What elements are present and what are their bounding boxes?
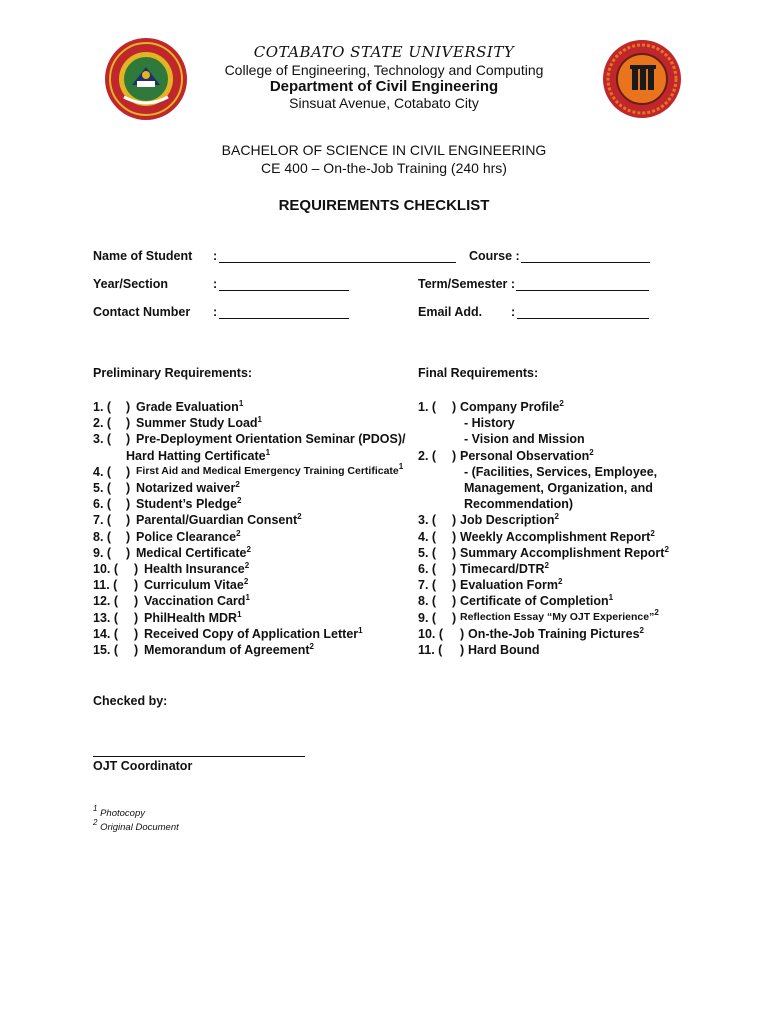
email-field[interactable] xyxy=(517,318,649,319)
requirement-text: Reflection Essay “My OJT Experience”$^2$ xyxy=(460,607,659,623)
footnote-mark: 2 xyxy=(297,512,302,522)
item-number: 6. ( xyxy=(418,562,437,576)
requirement-text: Received Copy of Application Letter$^1$ xyxy=(144,625,363,641)
footnote-mark: 1 xyxy=(608,593,614,603)
requirement-text: Hard Bound xyxy=(468,643,540,657)
footnote-mark: 1 xyxy=(398,461,404,471)
requirement-text: Certificate of Completion$^1$ xyxy=(460,593,614,609)
checkbox[interactable]: ) xyxy=(126,416,131,431)
item-number: 4. ( xyxy=(93,464,112,479)
requirement-text: Medical Certificate$^2$ xyxy=(136,544,251,560)
checkbox[interactable]: ) xyxy=(126,545,131,560)
footnote-mark: 2 xyxy=(639,625,644,635)
requirement-text: Management, Organization, and xyxy=(464,481,653,495)
footnote-mark: 2 xyxy=(544,561,549,570)
checkbox[interactable]: ) xyxy=(134,562,139,576)
requirement-text: Memorandum of Agreement$^2$ xyxy=(144,642,314,657)
requirement-text: Notarized waiver$^2$ xyxy=(136,480,240,495)
requirement-text: Summary Accomplishment Report$^2$ xyxy=(460,544,669,560)
checkbox[interactable]: ) xyxy=(452,513,457,528)
checkbox[interactable]: ) xyxy=(134,626,139,641)
footnote-mark: 2 xyxy=(589,447,594,457)
item-number: 11. ( xyxy=(418,643,443,657)
item-number: 2. ( xyxy=(93,416,112,431)
requirement-text: - Vision and Mission xyxy=(464,432,585,447)
item-number: 9. ( xyxy=(93,545,112,560)
page-title: REQUIREMENTS CHECKLIST xyxy=(278,197,490,214)
footnote-mark: 2 xyxy=(236,528,241,538)
item-number: 13. ( xyxy=(93,610,119,625)
checkbox[interactable]: ) xyxy=(452,545,457,560)
requirement-text: Summer Study Load$^1$ xyxy=(136,415,262,431)
checkbox[interactable]: ) xyxy=(452,448,457,463)
footnote-mark: 1 xyxy=(257,415,262,425)
email-colon: : xyxy=(511,305,516,319)
footnote-mark: 2 xyxy=(557,577,563,587)
requirement-text: - History xyxy=(464,416,515,431)
coordinator-label: OJT Coordinator xyxy=(93,759,193,773)
checkbox[interactable]: ) xyxy=(134,643,139,657)
address: Sinsuat Avenue, Cotabato City xyxy=(289,95,479,111)
contact-label: Contact Number xyxy=(93,305,191,319)
checkbox[interactable]: ) xyxy=(126,464,131,479)
checkbox[interactable]: ) xyxy=(134,578,139,593)
item-number: 1. ( xyxy=(93,400,112,414)
college-name: College of Engineering, Technology and Computing xyxy=(224,62,544,78)
email-label: Email Add. xyxy=(418,305,483,319)
requirement-text: Police Clearance$^2$ xyxy=(136,528,241,544)
checkbox[interactable]: ) xyxy=(126,400,131,414)
checkbox[interactable]: ) xyxy=(452,610,457,625)
footnote-mark: 2 xyxy=(554,512,559,522)
requirement-text: Curriculum Vitae$^2$ xyxy=(144,577,249,593)
footnote-1: $^1$ Photocopy xyxy=(93,804,145,819)
requirement-text: Company Profile$^2$ xyxy=(460,399,564,414)
requirement-text: Job Description$^2$ xyxy=(460,512,559,528)
item-number: 9. ( xyxy=(418,610,437,625)
checkbox[interactable]: ) xyxy=(452,562,457,576)
footnote-mark: 2 xyxy=(235,480,240,489)
requirement-text: Parental/Guardian Consent$^2$ xyxy=(136,512,302,528)
course-title: CE 400 – On-the-Job Training (240 hrs) xyxy=(261,160,507,176)
requirement-text: Timecard/DTR$^2$ xyxy=(460,561,549,576)
checkbox[interactable]: ) xyxy=(460,643,465,657)
checkbox[interactable]: ) xyxy=(452,578,457,593)
course-field[interactable] xyxy=(521,262,650,263)
requirement-text: Weekly Accomplishment Report$^2$ xyxy=(460,528,655,544)
footnote-mark: 2 xyxy=(309,642,314,651)
requirement-text: Vaccination Card$^1$ xyxy=(144,593,250,609)
requirement-text: First Aid and Medical Emergency Training Certificate$^1$ xyxy=(136,461,404,477)
checkbox[interactable]: ) xyxy=(452,400,457,414)
requirement-text: Student’s Pledge$^2$ xyxy=(136,496,242,512)
item-number: 5. ( xyxy=(93,481,112,495)
requirement-text: Pre-Deployment Orientation Seminar (PDOS)/ xyxy=(136,432,406,447)
footnote-mark: 1 xyxy=(237,609,242,619)
item-number: 5. ( xyxy=(418,545,437,560)
checkbox[interactable]: ) xyxy=(126,497,131,512)
footnote-mark: 2 xyxy=(236,496,242,506)
footnote-mark: 1 xyxy=(358,625,363,635)
requirement-text: Recommendation) xyxy=(464,497,574,512)
degree-program: BACHELOR OF SCIENCE IN CIVIL ENGINEERING xyxy=(221,142,547,158)
contact-field[interactable] xyxy=(219,318,349,319)
footnote-mark: 2 xyxy=(246,544,251,554)
item-number: 7. ( xyxy=(93,513,112,528)
term-field[interactable] xyxy=(516,290,649,291)
requirement-text: On-the-Job Training Pictures$^2$ xyxy=(468,625,644,641)
item-number: 11. ( xyxy=(93,578,118,593)
requirement-text: Grade Evaluation$^1$ xyxy=(136,399,244,414)
item-number: 3. ( xyxy=(93,432,112,447)
item-number: 10. ( xyxy=(93,562,119,576)
footnote-2: $^2$ Original Document xyxy=(93,818,179,833)
item-number: 7. ( xyxy=(418,578,437,593)
footnote-mark: 2 xyxy=(244,561,250,570)
footnote-mark: 2 xyxy=(664,544,669,554)
name-colon: : xyxy=(213,249,218,263)
term-label: Term/Semester : xyxy=(418,277,516,291)
requirement-text: PhilHealth MDR$^1$ xyxy=(144,609,242,625)
contact-colon: : xyxy=(213,305,218,319)
item-number: 3. ( xyxy=(418,513,437,528)
footnote-mark: 2 xyxy=(650,528,655,538)
item-number: 4. ( xyxy=(418,529,437,544)
footnote-mark: 2 xyxy=(243,577,249,587)
requirement-text: Hard Hatting Certificate$^1$ xyxy=(126,447,271,463)
preliminary-heading: Preliminary Requirements: xyxy=(93,366,253,380)
checkbox[interactable]: ) xyxy=(134,594,139,609)
item-number: 8. ( xyxy=(418,594,437,609)
checkbox[interactable]: ) xyxy=(126,432,131,447)
checked-by-label: Checked by: xyxy=(93,694,168,708)
footnote-mark: 2 xyxy=(559,399,564,408)
footnote-mark: 1 xyxy=(245,593,250,603)
checkbox[interactable]: ) xyxy=(126,513,131,528)
final-heading: Final Requirements: xyxy=(418,366,539,380)
year-section-field[interactable] xyxy=(219,290,349,291)
footnote-mark: 2 xyxy=(654,607,659,617)
item-number: 2. ( xyxy=(418,448,437,463)
item-number: 14. ( xyxy=(93,626,119,641)
item-number: 1. ( xyxy=(418,400,437,414)
department-name: Department of Civil Engineering xyxy=(269,78,499,95)
footnote-mark: 1 xyxy=(238,399,244,408)
checkbox[interactable]: ) xyxy=(452,594,457,609)
checkbox[interactable]: ) xyxy=(460,626,465,641)
requirement-text: Health Insurance$^2$ xyxy=(144,561,250,576)
footnote-mark: 1 xyxy=(265,447,271,457)
requirement-text: Personal Observation$^2$ xyxy=(460,447,594,463)
signature-line[interactable] xyxy=(93,756,305,757)
item-number: 8. ( xyxy=(93,529,112,544)
item-number: 6. ( xyxy=(93,497,112,512)
year-label: Year/Section xyxy=(93,277,169,291)
checkbox[interactable]: ) xyxy=(134,610,139,625)
item-number: 12. ( xyxy=(93,594,119,609)
checkbox[interactable]: ) xyxy=(452,529,457,544)
checkbox[interactable]: ) xyxy=(126,481,131,495)
item-number: 10. ( xyxy=(418,626,444,641)
requirement-text: - (Facilities, Services, Employee, xyxy=(464,464,658,479)
university-name: COTABATO STATE UNIVERSITY xyxy=(253,43,515,61)
checkbox[interactable]: ) xyxy=(126,529,131,544)
item-number: 15. ( xyxy=(93,643,119,657)
name-label: Name of Student xyxy=(93,249,193,263)
requirement-text: Evaluation Form$^2$ xyxy=(460,577,563,593)
name-field[interactable] xyxy=(219,262,456,263)
year-colon: : xyxy=(213,277,218,291)
course-label: Course : xyxy=(469,249,520,263)
